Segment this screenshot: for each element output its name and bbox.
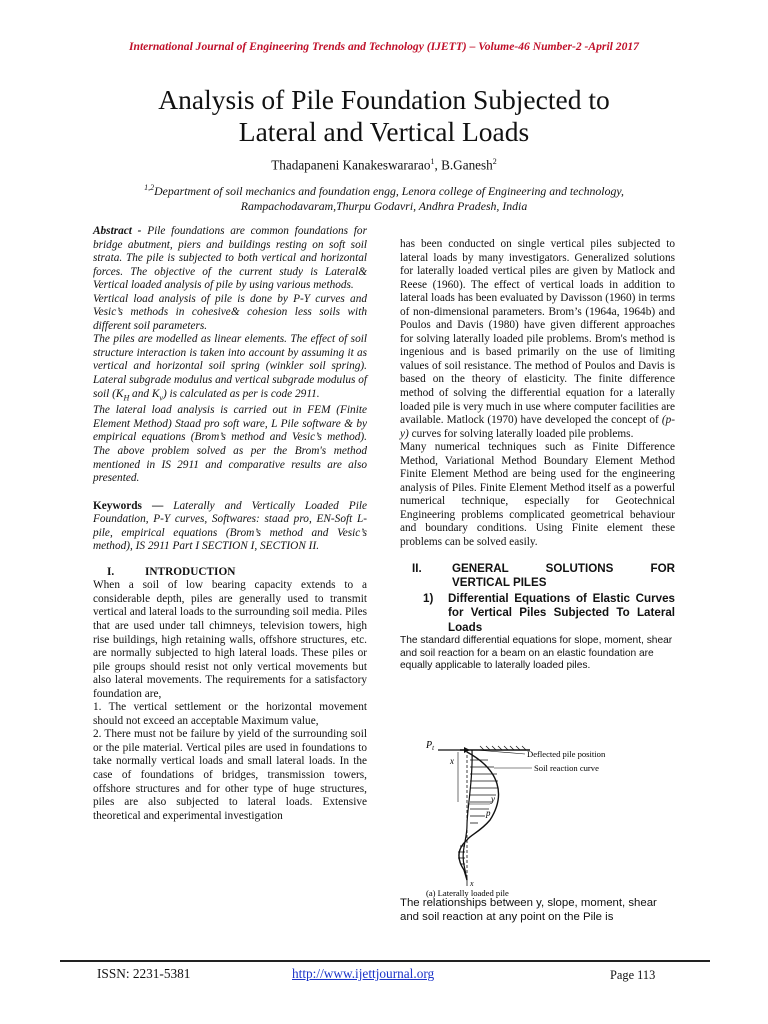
- title-line-2: Lateral and Vertical Loads: [238, 116, 530, 147]
- intro-title: INTRODUCTION: [145, 565, 236, 578]
- affiliation-line-2: Rampachodavaram,Thurpu Godavri, Andhra Pradesh, India: [240, 198, 528, 213]
- subsection-number: 1): [423, 591, 434, 605]
- title-line-1: Analysis of Pile Foundation Subjected to: [158, 84, 610, 115]
- abstract-text-3b: and K: [129, 387, 160, 400]
- deflected-pile: [463, 750, 472, 880]
- author-1: Thadapaneni Kanakeswararao: [271, 157, 431, 173]
- abstract-p3: [93, 333, 367, 404]
- abstract-p2: Vertical load analysis of pile is done by P-Y curves and Vesic’s methods in cohesive& cohesion less soils with different soil parameters.: [93, 292, 367, 332]
- right-p1-text-b: curves for solving laterally loaded pile problems.: [408, 427, 634, 440]
- subscript-h: H: [123, 392, 130, 402]
- abstract-p1: [93, 225, 367, 293]
- abstract-label: Abstract -: [93, 225, 142, 237]
- x-axis-label: x: [470, 879, 474, 888]
- abstract-text-3a: The piles are modelled as linear elements. The effect of soil structure interaction is taken into account by assuming it as vertical and horizontal soil spring (winkler soil spring). Lateral subgrade modulus and vertical subgrade modulus of soil (K: [93, 333, 367, 400]
- author-separator: ,: [434, 157, 442, 173]
- footer-rule: [60, 960, 710, 962]
- subscript-v: v: [159, 392, 163, 402]
- author-list: [0, 157, 768, 173]
- journal-header: International Journal of Engineering Trends and Technology (IJETT) – Volume-46 Number-2 -April 2017: [129, 40, 639, 53]
- section2-title-line-2: VERTICAL PILES: [452, 576, 547, 590]
- section2-p1: The standard differential equations for slope, moment, shear and soil reaction for a beam on an elastic foundation are equally applicable to laterally loaded piles.: [400, 635, 673, 672]
- figure-caption: (a) Laterally loaded pile: [426, 888, 509, 898]
- depth-x-label: x: [450, 756, 454, 766]
- footer-journal-link[interactable]: http://www.ijettjournal.org: [292, 966, 435, 981]
- deflected-pile-label: Deflected pile position: [527, 749, 606, 759]
- subsection-heading: [400, 592, 675, 636]
- affiliation-line-1: Department of soil mechanics and foundation engg, Lenora college of Engineering and technology,: [154, 183, 624, 198]
- author-1-affil: 1: [430, 157, 435, 166]
- subsection-title: Differential Equations of Elastic Curves for Vertical Piles Subjected To Lateral Loads: [448, 591, 675, 634]
- paper-title: [60, 84, 708, 148]
- intro-p1: When a soil of low bearing capacity extends to a considerable depth, piles are generally used to transmit vertical and lateral loads to the surrounding soil media. Piles that are used under tall chimneys, television towers, high rise buildings, high retaining walls, offshore structures, etc. are normally subjected to high lateral loads. These piles or pile groups should resist not only vertical movements but also lateral movements. The requirements for a satisfactory foundation are,: [93, 579, 367, 700]
- section2-number: II.: [412, 561, 422, 575]
- keywords: [93, 500, 367, 554]
- left-column: [93, 225, 367, 823]
- right-p2: Many numerical techniques such as Finite Difference Method, Variational Method Boundary Element Method Finite Element Method are being used for the engineering analysis of Piles. Finite Element Method itself as a powerful numerical technique, especially for Geotechnical Engineering problems complicated geometrical behaviour and boundary conditions. Using Finite element these problems can be solved easily.: [400, 441, 675, 549]
- intro-p2: 1. The vertical settlement or the horizontal movement should not exceed an acceptable Maximum value,: [93, 701, 367, 727]
- intro-p3: 2. There must not be failure by yield of the surrounding soil or the pile material. Vertical piles are used in foundations to take normally vertical loads and small lateral loads. In the case of foundations of bridges, transmission towers, offshore structures and for other type of huge structures, piles are also subjected to lateral loads. Extensive theoretical and experimental investigation: [93, 728, 367, 822]
- affiliation: [60, 180, 708, 214]
- intro-number: I.: [107, 565, 115, 578]
- section2-title: [452, 562, 675, 591]
- keywords-label: Keywords —: [93, 499, 164, 512]
- right-p1: [400, 238, 675, 441]
- abstract-p4: The lateral load analysis is carried out in FEM (Finite Element Method) Staad pro soft ware, L Pile software & by empirical equations (Brom’s method and Vesic’s method). The above problem solved as per the Brom's method mentioned in IS 2911 and comparative results are also presented.: [93, 404, 367, 485]
- affiliation-sup: 1,2: [144, 183, 155, 192]
- soil-reaction-label: Soil reaction curve: [534, 763, 599, 773]
- footer-issn: ISSN: 2231-5381: [97, 966, 191, 981]
- right-column: [400, 238, 675, 673]
- abstract-text-3c: ) is calculated as per is code 2911.: [162, 387, 320, 400]
- author-2: B.Ganesh: [441, 157, 493, 173]
- intro-heading: [93, 566, 367, 580]
- right-p1-italic: (p-y): [400, 414, 675, 440]
- soil-reaction-p-label: p: [486, 808, 491, 818]
- section2-heading: [400, 562, 675, 591]
- right-p1-text-a: has been conducted on single vertical piles subjected to lateral loads by many investigators. Generalized solutions for laterally loaded vertical piles are given by Matlock and Reese (1960). The effect of vertical loads in addition to lateral loads has been evaluated by Davisson (1960) in terms of non-dimensional parameters. Brom’s (1964a, 1964b) and Poulos and Davis (1980) have given different approaches for solving laterally loaded pile problems. Brom's method is ingenious and is based primarily on the use of limiting values of soil resistance. The method of Poulos and Davis is based on the theory of elasticity. The finite difference method of solving the differential equation for a laterally loaded pile is very much in use where computer facilities are available. Matlock (1970) have developed the concept of: [400, 238, 675, 427]
- laterally-loaded-pile-figure: [420, 740, 635, 898]
- abstract-text-1: Pile foundations are common foundations for bridge abutment, piers and buildings resting on soft soil strata. The pile is subjected to both vertical and horizontal forces. The objective of the current study is Lateral& Vertical loaded analysis of pile by using various methods.: [93, 225, 367, 292]
- keywords-text: Laterally and Vertically Loaded Pile Foundation, P-Y curves, Softwares: staad pro, EN-Soft L-pile, empirical equations (Brom’s method and Vesic’s method), IS 2911 Part I SECTION I, SECTION II.: [93, 499, 367, 553]
- footer-page-number: Page 113: [610, 968, 656, 982]
- author-2-affil: 2: [492, 157, 497, 166]
- deflection-y-label: y: [491, 794, 495, 804]
- pt-label: $P_t$: [426, 740, 435, 752]
- section2-p2: The relationships between y, slope, moment, shear and soil reaction at any point on the Pile is: [400, 897, 657, 923]
- section2-title-line-1: GENERAL SOLUTIONS FOR: [452, 561, 675, 575]
